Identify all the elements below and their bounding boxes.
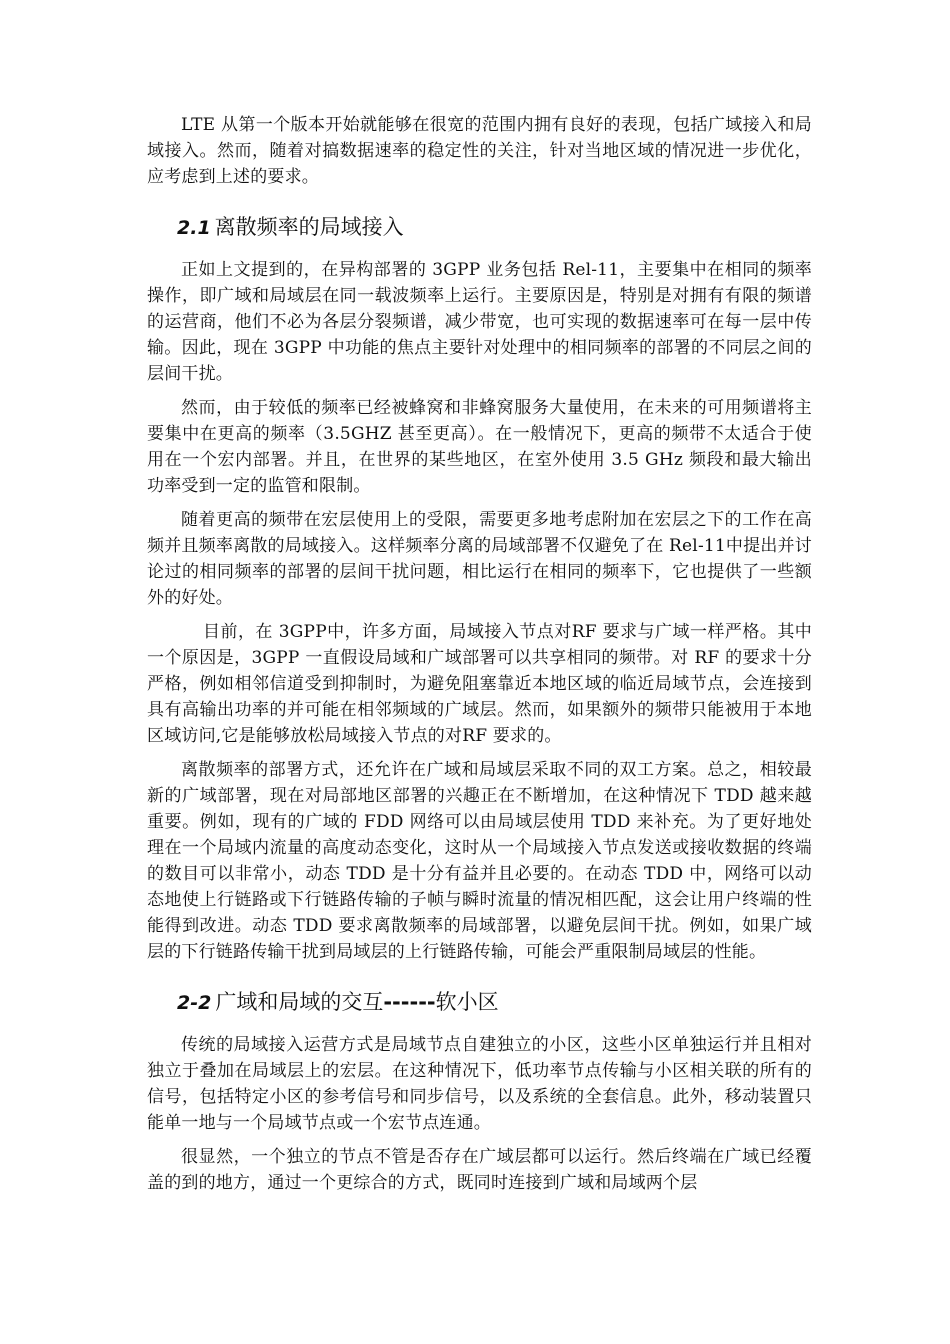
- body-paragraph: 目前，在 3GPP中，许多方面，局域接入节点对RF 要求与广域一样严格。其中一个原因是，3GPP 一直假设局域和广域部署可以共享相同的频带。对 RF 的要求十分严格，例如相邻信道受到抑制时，为避免阻塞靠近本地区域的临近局域节点，会连接到具有高输出功率的并可能在相邻频域的广域层。然而，如果额外的频带只能被用于本地区域访问,它是能够放松局域接入节点的对RF 要求的。: [147, 622, 812, 746]
- body-paragraph: 传统的局域接入运营方式是局域节点自建独立的小区，这些小区单独运行并且相对独立于叠加在局域层上的宏层。在这种情况下，低功率节点传输与小区相关联的所有的信号，包括特定小区的参考信号和同步信号，以及系统的全套信息。此外，移动装置只能单一地与一个局域节点或一个宏节点连通。: [147, 1035, 812, 1133]
- section-heading-2-2: [147, 987, 812, 1018]
- intro-paragraph: LTE 从第一个版本开始就能够在很宽的范围内拥有良好的表现，包括广域接入和局域接入。然而，随着对搞数据速率的稳定性的关注，针对当地区域的情况进一步优化，应考虑到上述的要求。: [147, 115, 812, 187]
- section-subtitle: 软小区: [435, 990, 499, 1014]
- section-number: 2.1: [177, 217, 211, 239]
- body-paragraph: 离散频率的部署方式，还允许在广域和局域层采取不同的双工方案。总之，相较最新的广域部署，现在对局部地区部署的兴趣正在不断增加，在这种情况下 TDD 越来越重要。例如，现有的广域的 FDD 网络可以由局域层使用 TDD 来补充。为了更好地处理在一个局域内流量的高度动态变化，这时从一个局域接入节点发送或接收数据的终端的数目可以非常小，动态 TDD 是十分有益并且必要的。在动态 TDD 中，网络可以动态地使上行链路或下行链路传输的子帧与瞬时流量的情况相匹配，这会让用户终端的性能得到改进。动态 TDD 要求离散频率的局域部署，以避免层间干扰。例如，如果广域层的下行链路传输干扰到局域层的上行链路传输，可能会严重限制局域层的性能。: [147, 760, 812, 962]
- section-heading-2-1: [147, 212, 812, 243]
- body-paragraph: 随着更高的频带在宏层使用上的受限，需要更多地考虑附加在宏层之下的工作在高频并且频率离散的局域接入。这样频率分离的局域部署不仅避免了在 Rel-11中提出并讨论过的相同频率的部署的层间干扰问题，相比运行在相同的频率下，它也提供了一些额外的好处。: [147, 510, 812, 608]
- document-page: [147, 112, 812, 1204]
- section-number: 2-2: [177, 992, 212, 1014]
- body-paragraph: 正如上文提到的，在异构部署的 3GPP 业务包括 Rel-11，主要集中在相同的频率操作，即广域和局域层在同一载波频率上运行。主要原因是，特别是对拥有有限的频谱的运营商，他们不必为各层分裂频谱，减少带宽，也可实现的数据速率可在每一层中传输。因此，现在 3GPP 中功能的焦点主要针对处理中的相同频率的部署的不同层之间的层间干扰。: [147, 260, 812, 384]
- section-title: 离散频率的局域接入: [214, 215, 404, 239]
- body-paragraph: 很显然，一个独立的节点不管是否存在广域层都可以运行。然后终端在广域已经覆盖的到的地方，通过一个更综合的方式，既同时连接到广域和局域两个层: [147, 1147, 812, 1193]
- body-paragraph: 然而，由于较低的频率已经被蜂窝和非蜂窝服务大量使用，在未来的可用频谱将主要集中在更高的频率（3.5GHZ 甚至更高）。在一般情况下，更高的频带不太适合于使用在一个宏内部署。并且，在世界的某些地区，在室外使用 3.5 GHz 频段和最大输出功率受到一定的监管和限制。: [147, 398, 812, 496]
- section-title: 广域和局域的交互: [215, 990, 384, 1014]
- title-dashes: ------: [383, 990, 436, 1014]
